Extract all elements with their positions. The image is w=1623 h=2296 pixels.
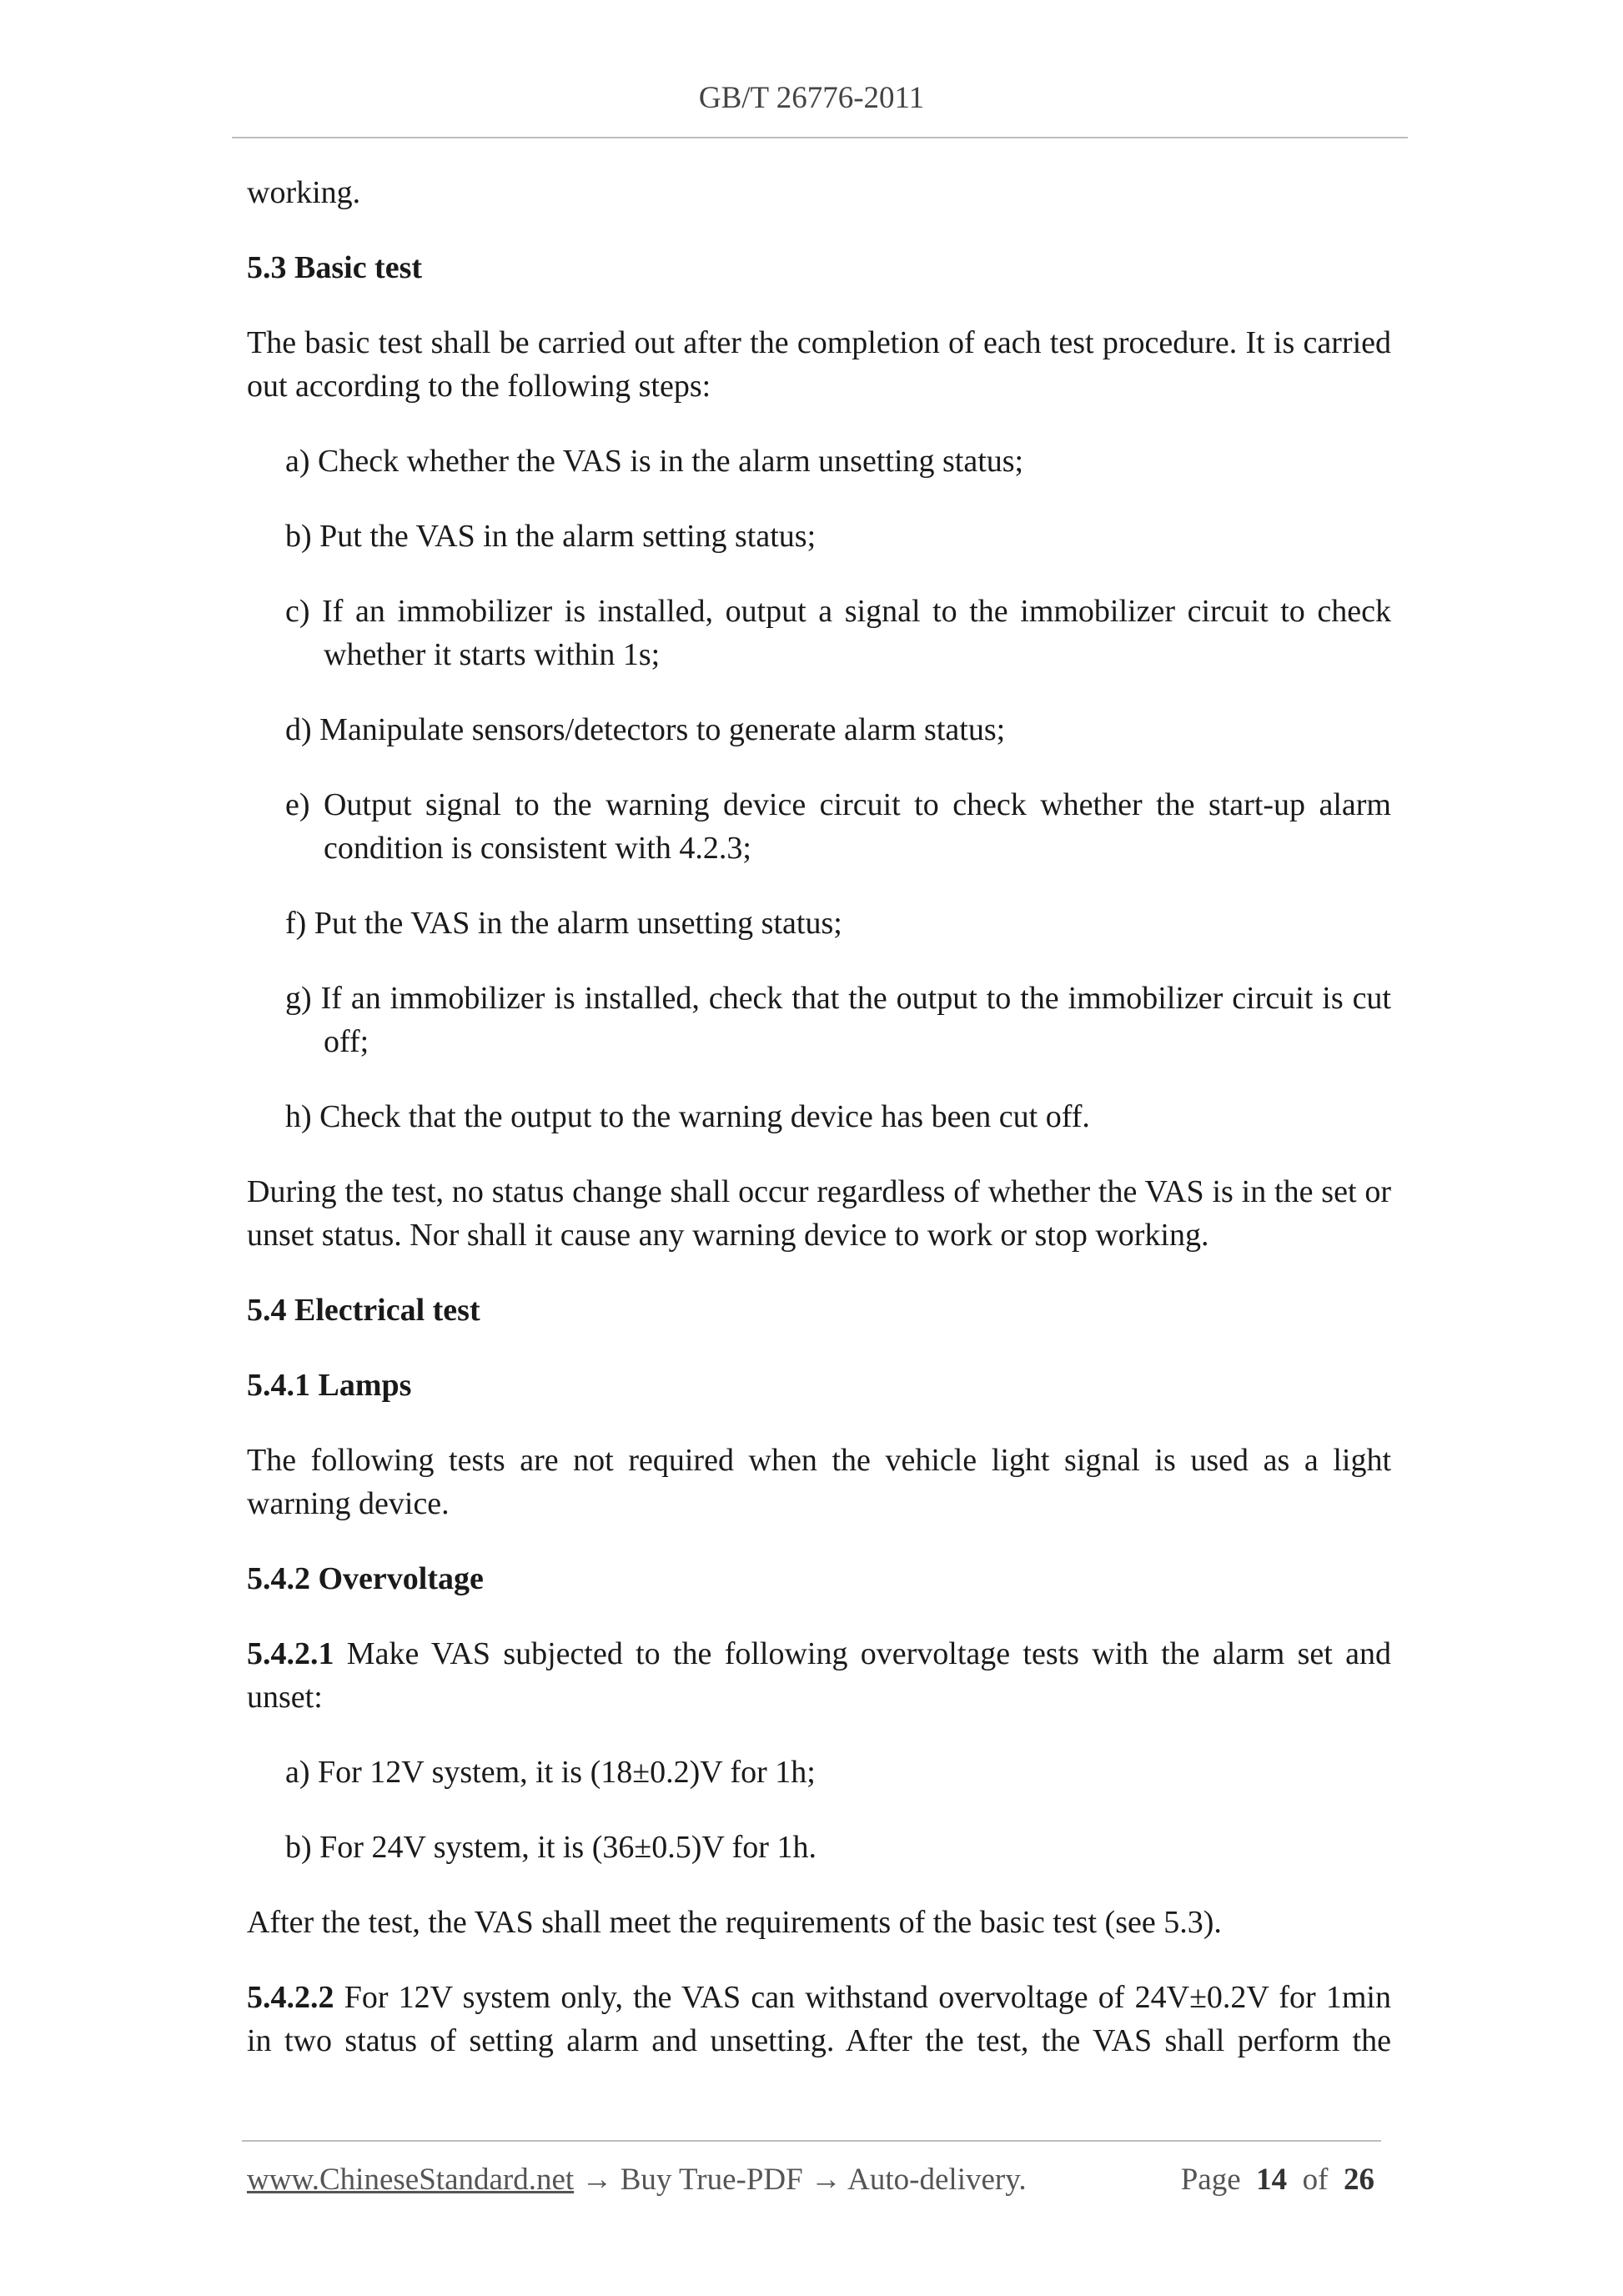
heading-5-4-1: 5.4.1 Lamps: [247, 1368, 412, 1403]
page-body: [247, 171, 1391, 2094]
header-divider: [232, 137, 1408, 138]
list-item: b) For 24V system, it is (36±0.5)V for 1h.: [285, 1830, 817, 1865]
list-item: g) If an immobilizer is installed, check that the output to the immobilizer circuit is cut off;: [285, 981, 1391, 1059]
list-item: a) Check whether the VAS is in the alarm unsetting status;: [285, 444, 1024, 479]
arrow-right-icon: →: [574, 2163, 621, 2197]
page-total: 26: [1344, 2163, 1374, 2197]
heading-5-3: 5.3 Basic test: [247, 250, 423, 285]
paragraph-5-4-2-1: [247, 1632, 1391, 1719]
buy-pdf-text: Buy True-PDF: [620, 2163, 803, 2197]
of-label: of: [1302, 2163, 1329, 2197]
site-link[interactable]: www.ChineseStandard.net: [247, 2163, 575, 2197]
list-item: e) Output signal to the warning device circuit to check whether the start-up alarm condition is consistent with 4.2.3;: [285, 787, 1391, 866]
list-item: f) Put the VAS in the alarm unsetting status;: [285, 906, 842, 941]
paragraph-continuation: working.: [247, 175, 361, 210]
list-item: a) For 12V system, it is (18±0.2)V for 1h;: [285, 1755, 816, 1790]
page-label: Page: [1180, 2163, 1241, 2197]
footer-links: [247, 2162, 1027, 2198]
page-number: 14: [1256, 2163, 1288, 2197]
paragraph-after-test: After the test, the VAS shall meet the requirements of the basic test (see 5.3).: [247, 1905, 1222, 1940]
heading-5-4: 5.4 Electrical test: [247, 1293, 480, 1328]
list-item: d) Manipulate sensors/detectors to generate alarm status;: [285, 712, 1006, 747]
auto-delivery-text: Auto-delivery.: [847, 2163, 1027, 2197]
list-item: c) If an immobilizer is installed, output a signal to the immobilizer circuit to check whether it starts within 1s;: [285, 594, 1391, 672]
document-code: GB/T 26776-2011: [698, 81, 925, 115]
clause-number: 5.4.2.2: [247, 1980, 334, 2015]
paragraph-5-3: The basic test shall be carried out after the completion of each test procedure. It is carried out according to the following steps:: [247, 325, 1391, 404]
arrow-right-icon: →: [802, 2163, 848, 2197]
heading-5-4-2: 5.4.2 Overvoltage: [247, 1561, 484, 1596]
clause-text: Make VAS subjected to the following overvoltage tests with the alarm set and unset:: [247, 1636, 1391, 1715]
paragraph-5-4-2-2: [247, 1976, 1391, 2062]
page-indicator: [1181, 2162, 1374, 2198]
paragraph-5-4-1: The following tests are not required when the vehicle light signal is used as a light warning device.: [247, 1443, 1391, 1521]
list-item: b) Put the VAS in the alarm setting status;: [285, 519, 817, 554]
footer-divider: [242, 2140, 1381, 2142]
page-header: [0, 80, 1623, 116]
list-item: h) Check that the output to the warning device has been cut off.: [285, 1099, 1090, 1134]
clause-text: For 12V system only, the VAS can withstand overvoltage of 24V±0.2V for 1min in two status of setting alarm and unsetting. After the test, the VAS shall perform the: [247, 1980, 1391, 2058]
paragraph-during-test: During the test, no status change shall occur regardless of whether the VAS is in the set or unset status. Nor shall it cause any warning device to work or stop working.: [247, 1174, 1391, 1253]
clause-number: 5.4.2.1: [247, 1636, 334, 1671]
